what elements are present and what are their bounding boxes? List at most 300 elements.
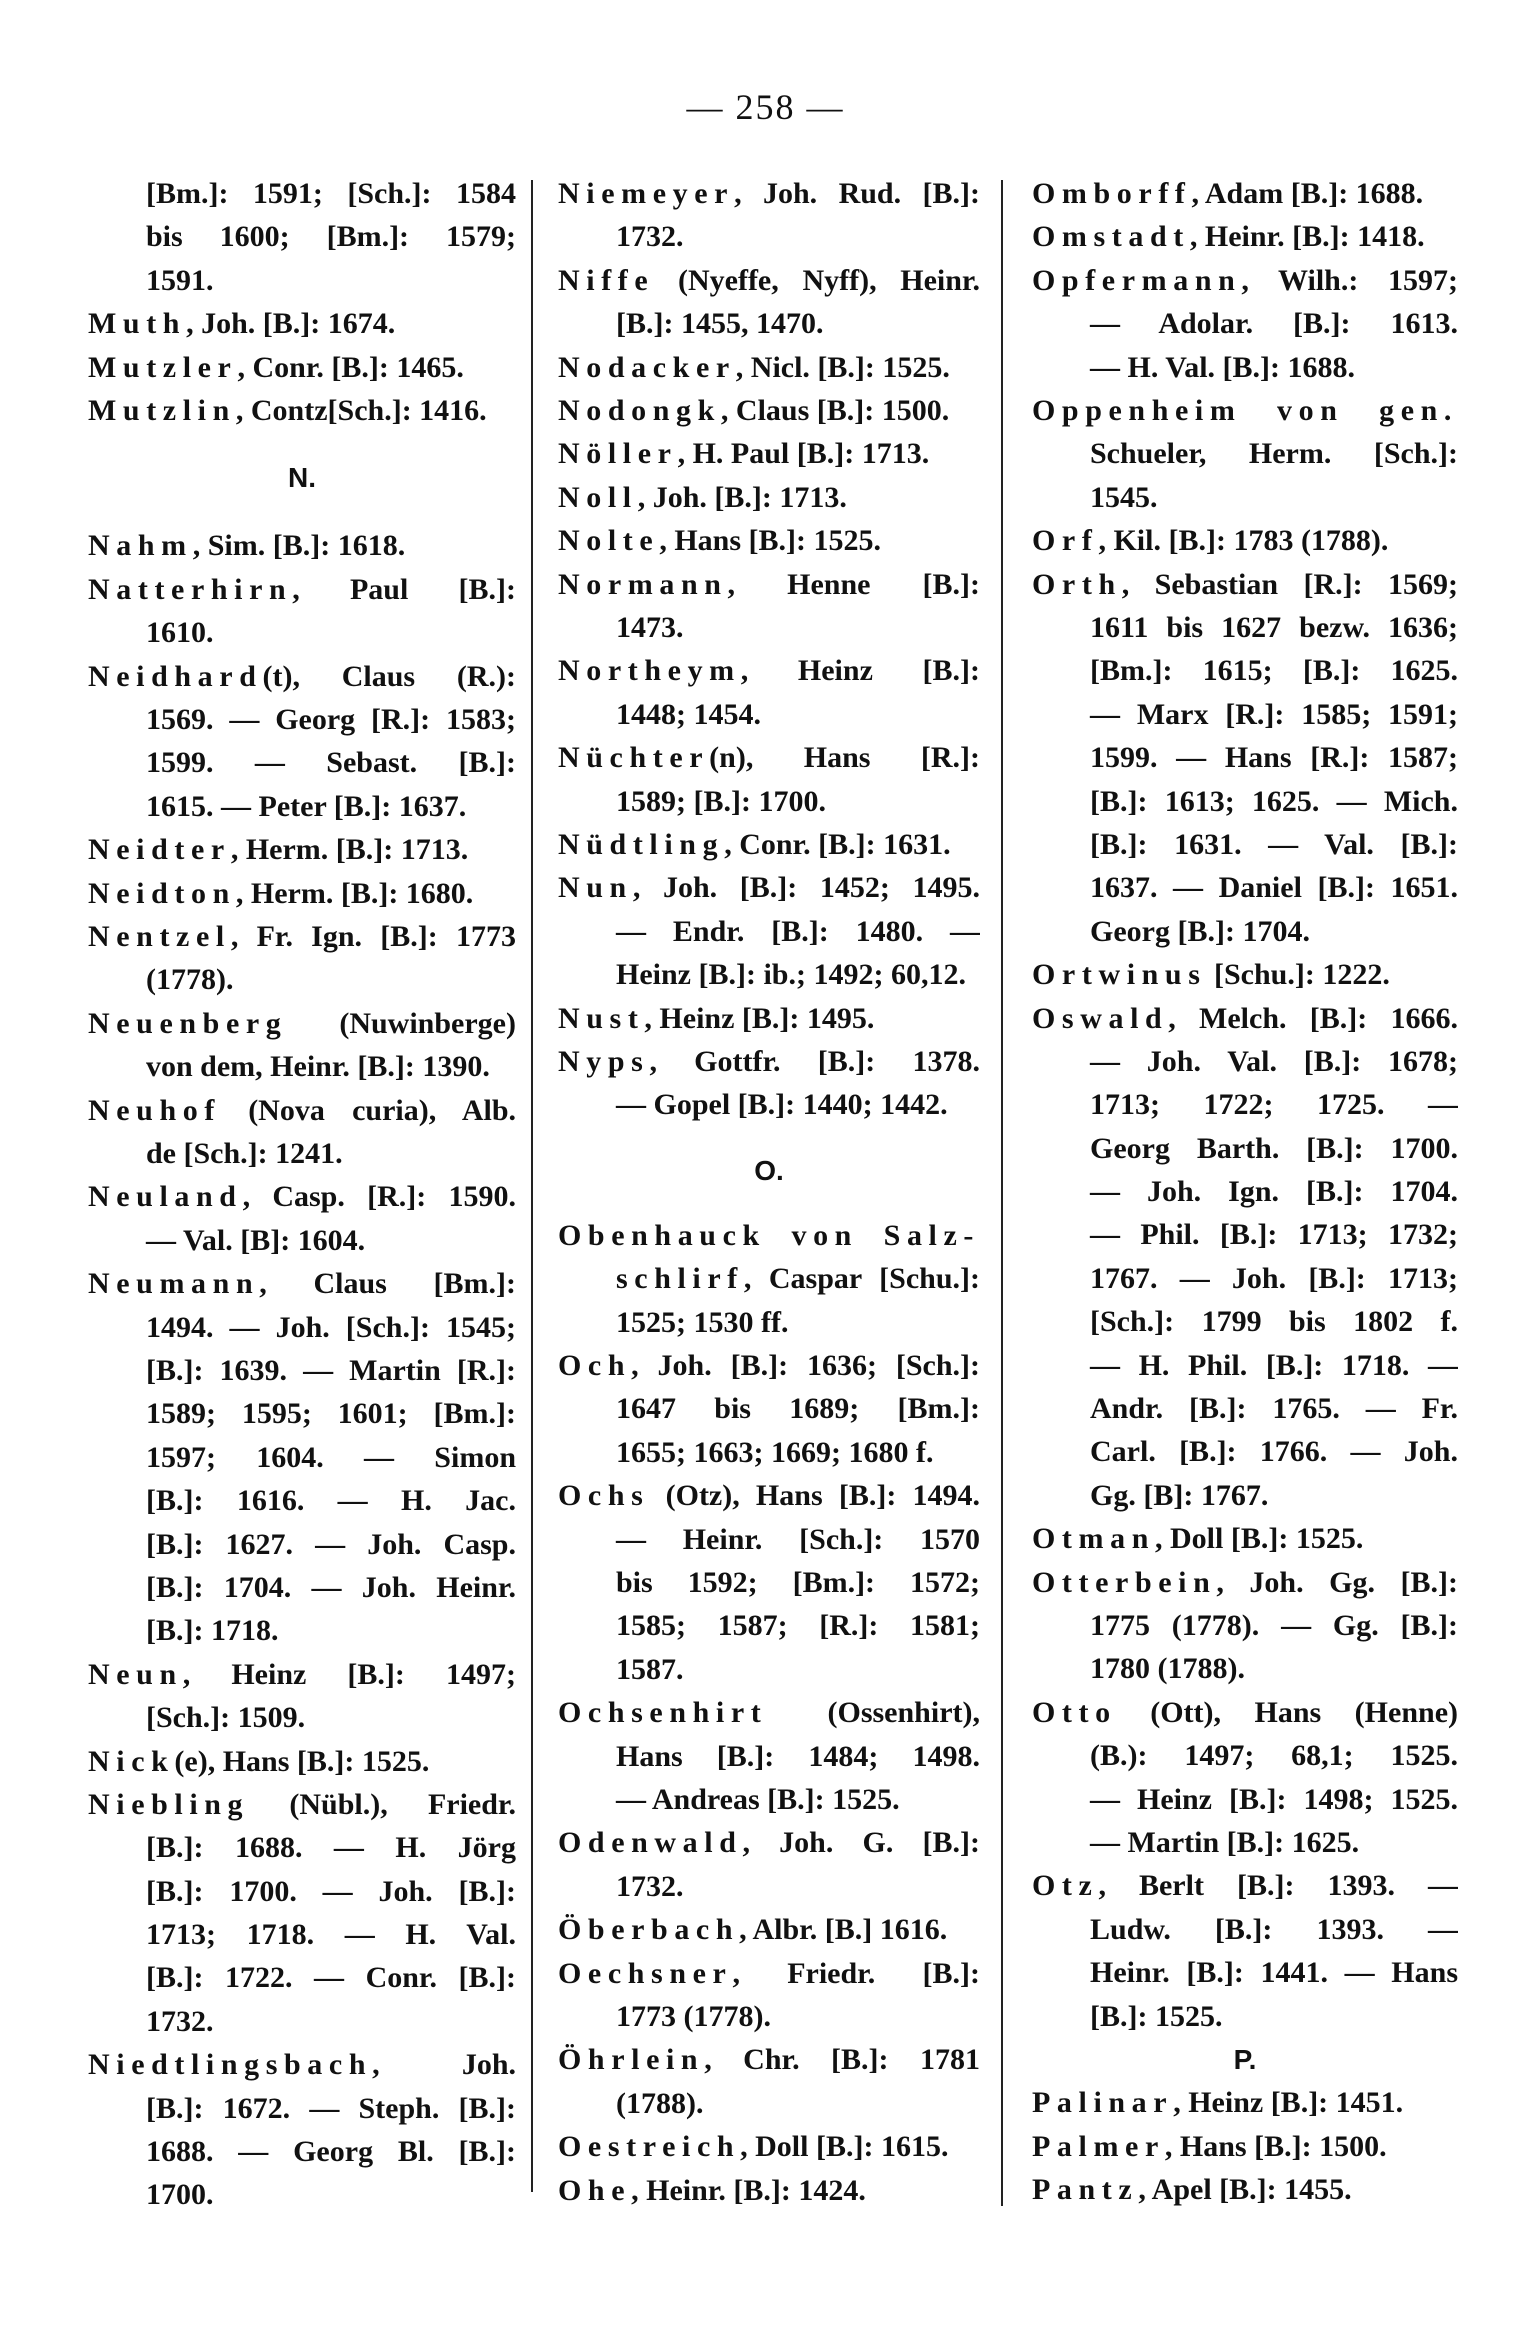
entry-surname: Otman	[1032, 1522, 1155, 1556]
entry-surname: Neuhof	[88, 1093, 221, 1127]
column-right	[1032, 172, 1458, 2212]
index-entry	[1032, 953, 1458, 996]
index-entry-continuation	[88, 741, 516, 784]
entry-text: 1732.	[616, 1869, 684, 1903]
entry-surname: Niedtlingsbach	[88, 2048, 373, 2082]
entry-surname: Nahm	[88, 529, 193, 563]
entry-text: , Berlt [B.]: 1393. —	[1098, 1869, 1458, 1903]
index-entry-continuation	[1032, 823, 1458, 866]
entry-text: 1767. — Joh. [B.]: 1713;	[1090, 1261, 1458, 1295]
entry-text: Hans [B.]: 1484; 1498.	[616, 1739, 980, 1773]
index-entry	[558, 563, 980, 606]
index-entry	[558, 1952, 980, 1995]
index-entry	[88, 872, 516, 915]
index-entry	[558, 997, 980, 1040]
index-entry-continuation	[1032, 1474, 1458, 1517]
entry-text: , Heinr. [B.]: 1418.	[1189, 220, 1425, 254]
index-entry	[88, 568, 516, 611]
entry-text: , Fr. Ign. [B.]: 1773	[230, 920, 516, 953]
entry-surname: Omstadt	[1032, 220, 1190, 254]
entry-text: , Hans [B.]: 1525.	[659, 524, 881, 558]
entry-text: 1732.	[616, 220, 684, 254]
entry-text: , Caspar [Schu.]:	[743, 1262, 980, 1296]
index-entry	[1032, 2081, 1458, 2124]
entry-text: Georg [B.]: 1704.	[1090, 914, 1310, 948]
index-entry	[558, 1040, 980, 1083]
entry-text: (n), Hans [R.]:	[709, 741, 980, 775]
entry-surname: Palmer	[1032, 2129, 1165, 2163]
index-entry-continuation	[558, 1257, 980, 1300]
index-entry-continuation	[1032, 1647, 1458, 1690]
entry-text: — Phil. [B.]: 1713; 1732;	[1090, 1218, 1458, 1252]
index-entry	[1032, 2168, 1458, 2211]
entry-surname: Normann	[558, 567, 728, 601]
index-entry-continuation	[1032, 736, 1458, 779]
index-entry	[558, 476, 980, 519]
entry-text: (Ott), Hans (Henne)	[1116, 1695, 1458, 1729]
index-entry	[558, 2038, 980, 2081]
index-entry-continuation	[88, 2000, 516, 2043]
entry-text: (Otz), Hans [B.]: 1494.	[649, 1479, 980, 1513]
index-entry-continuation	[1032, 1734, 1458, 1777]
entry-text: Ludw. [B.]: 1393. —	[1090, 1912, 1458, 1946]
index-entry-continuation	[1032, 1213, 1458, 1256]
index-entry	[88, 655, 516, 698]
entry-text: 1599. — Sebast. [B.]:	[146, 746, 516, 780]
index-entry-continuation	[558, 302, 980, 345]
entry-surname: Nick	[88, 1744, 175, 1778]
entry-text: (Ossenhirt),	[767, 1696, 980, 1730]
index-entry	[88, 1783, 516, 1826]
entry-surname: Obenhauck von Salz-	[558, 1218, 980, 1252]
entry-text: (e), Hans [B.]: 1525.	[174, 1744, 430, 1778]
index-entry-continuation	[558, 606, 980, 649]
entry-surname: Muth	[88, 307, 187, 341]
entry-text: , Wilh.: 1597;	[1241, 263, 1458, 297]
index-entry-continuation	[1032, 1951, 1458, 1994]
index-entry-continuation	[1032, 693, 1458, 736]
entry-text: , Hans [B.]: 1500.	[1164, 2129, 1387, 2163]
index-entry	[558, 1344, 980, 1387]
index-entry-continuation	[1032, 1300, 1458, 1343]
entry-text: [B.]: 1722. — Conr. [B.]:	[146, 1961, 516, 1995]
entry-text: 1591.	[146, 263, 214, 297]
entry-surname: Ochs	[558, 1479, 650, 1513]
index-entry-continuation	[558, 1865, 980, 1908]
entry-text: , Sebastian [R.]: 1569;	[1121, 567, 1458, 601]
entry-surname: Nodacker	[558, 350, 736, 384]
entry-surname: Odenwald	[558, 1826, 743, 1860]
index-entry-continuation	[88, 698, 516, 741]
entry-text: 1610.	[146, 616, 214, 650]
entry-text: , Doll [B.]: 1525.	[1155, 1522, 1364, 1556]
entry-text: Andr. [B.]: 1765. — Fr.	[1090, 1392, 1458, 1426]
entry-surname: Nodongk	[558, 394, 721, 427]
entry-surname: Öhrlein	[558, 2043, 705, 2077]
index-entry-continuation	[1032, 1604, 1458, 1647]
index-entry-continuation	[1032, 1430, 1458, 1473]
entry-text: (1778).	[146, 963, 234, 997]
entry-text: , Heinz [B.]: 1451.	[1173, 2086, 1404, 2120]
entry-surname: Nyps	[558, 1045, 650, 1079]
entry-surname: Nüdtling	[558, 828, 725, 862]
index-entry	[88, 828, 516, 871]
entry-text: , H. Paul [B.]: 1713.	[677, 437, 930, 471]
entry-text: , Nicl. [B.]: 1525.	[735, 350, 950, 384]
index-entry-continuation	[1032, 1821, 1458, 1864]
section-heading: N.	[288, 462, 316, 494]
index-entry	[558, 1821, 980, 1864]
entry-text: [B.]: 1704. — Joh. Heinr.	[146, 1570, 516, 1604]
index-entry	[88, 1653, 516, 1696]
entry-text: , Heinz [B.]:	[740, 654, 980, 688]
entry-text: [B.]: 1525.	[1090, 1999, 1223, 2033]
entry-text: Georg Barth. [B.]: 1700.	[1090, 1131, 1458, 1165]
index-entry-continuation	[1032, 910, 1458, 953]
index-entry	[558, 432, 980, 475]
index-entry-continuation	[558, 1604, 980, 1647]
entry-text: 1732.	[146, 2004, 214, 2038]
entry-text: , Joh. Gg. [B.]:	[1216, 1565, 1458, 1599]
index-entry-continuation	[1032, 1995, 1458, 2038]
index-entry-continuation	[88, 1479, 516, 1522]
index-entry-continuation	[88, 1523, 516, 1566]
entry-text: [Bm.]: 1591; [Sch.]: 1584	[146, 177, 516, 210]
entry-text: — Val. [B]: 1604.	[146, 1223, 366, 1257]
index-entry-continuation	[88, 215, 516, 258]
index-entry-continuation	[88, 785, 516, 828]
entry-surname: Palinar	[1032, 2086, 1174, 2120]
entry-text: [Sch.]: 1799 bis 1802 f.	[1090, 1305, 1458, 1339]
index-entry-continuation	[1032, 1257, 1458, 1300]
entry-text: , Albr. [B.] 1616.	[739, 1913, 948, 1947]
entry-text: 1713; 1718. — H. Val.	[146, 1918, 516, 1952]
column-divider-left	[531, 180, 533, 2192]
entry-text: , Casp. [R.]: 1590.	[242, 1180, 516, 1214]
index-entry	[558, 2169, 980, 2212]
entry-text: Gg. [B]: 1767.	[1090, 1478, 1269, 1512]
entry-text: — Gopel [B.]: 1440; 1442.	[616, 1088, 948, 1122]
entry-text: [B.]: 1613; 1625. — Mich.	[1090, 784, 1458, 818]
index-entry	[88, 1002, 516, 1045]
index-entry-continuation	[88, 1870, 516, 1913]
index-entry-continuation	[88, 259, 516, 302]
entry-surname: Nentzel	[88, 920, 231, 953]
entry-text: , Claus [B.]: 1500.	[720, 394, 950, 427]
entry-surname: Ortwinus	[1032, 958, 1207, 992]
entry-surname: Noll	[558, 480, 638, 514]
index-entry-continuation	[558, 1648, 980, 1691]
entry-text: , Joh. Rud. [B.]:	[734, 177, 980, 210]
entry-text: Heinr. [B.]: 1441. — Hans	[1090, 1956, 1458, 1990]
entry-text: , Joh. G. [B.]:	[742, 1826, 980, 1860]
index-entry-continuation	[88, 1956, 516, 1999]
index-entry-continuation	[558, 1301, 980, 1344]
index-entry-continuation	[558, 910, 980, 953]
entry-text: Carl. [B.]: 1766. — Joh.	[1090, 1435, 1458, 1469]
index-entry-continuation	[1032, 1127, 1458, 1170]
index-entry-continuation	[88, 611, 516, 654]
index-entry-continuation	[1032, 1778, 1458, 1821]
entry-text: (B.): 1497; 68,1; 1525.	[1090, 1739, 1458, 1773]
entry-text: von dem, Heinr. [B.]: 1390.	[146, 1050, 490, 1084]
entry-text: 1545.	[1090, 480, 1158, 514]
entry-text: [B.]: 1455, 1470.	[616, 307, 824, 341]
entry-text: , Kil. [B.]: 1783 (1788).	[1098, 524, 1389, 558]
index-entry-continuation	[1032, 1387, 1458, 1430]
entry-text: 1647 bis 1689; [Bm.]:	[616, 1392, 980, 1426]
index-entry-continuation	[558, 1387, 980, 1430]
entry-surname: Niebling	[88, 1787, 250, 1821]
index-entry-continuation	[88, 2173, 516, 2216]
index-entry-continuation	[88, 1826, 516, 1869]
entry-text: [B.]: 1627. — Joh. Casp.	[146, 1527, 516, 1561]
index-entry	[1032, 563, 1458, 606]
entry-text: , Heinz [B.]: 1497;	[182, 1657, 516, 1691]
index-entry-continuation	[88, 1349, 516, 1392]
entry-surname: Oechsner	[558, 1956, 733, 1990]
index-entry-continuation	[558, 1083, 980, 1126]
index-entry	[558, 866, 980, 909]
entry-text: , Conr. [B.]: 1631.	[724, 828, 951, 862]
entry-text: , Conr. [B.]: 1465.	[237, 350, 464, 384]
index-entry	[88, 524, 516, 567]
entry-surname: Neidter	[88, 833, 231, 867]
entry-text: , Herm. [B.]: 1713.	[230, 833, 469, 867]
section-heading: P.	[1233, 2043, 1257, 2075]
entry-surname: Otz	[1032, 1869, 1099, 1903]
index-entry	[558, 1691, 980, 1734]
index-entry	[88, 302, 516, 345]
entry-text: , Adam [B.]: 1688.	[1191, 177, 1424, 210]
entry-text: — H. Phil. [B.]: 1718. —	[1090, 1348, 1458, 1382]
entry-text: , Heinr. [B.]: 1424.	[631, 2173, 866, 2207]
column-middle	[558, 172, 980, 2212]
entry-surname: Northeym	[558, 654, 741, 688]
entry-text: , Chr. [B.]: 1781	[704, 2043, 980, 2077]
entry-text: 1688. — Georg Bl. [B.]:	[146, 2135, 516, 2169]
index-entry-continuation	[88, 1609, 516, 1652]
entry-text: , Joh. [B.]: 1636; [Sch.]:	[631, 1349, 980, 1382]
entry-surname: Neuland	[88, 1180, 243, 1214]
index-entry	[1032, 1864, 1458, 1907]
index-entry-continuation	[558, 693, 980, 736]
entry-text: , Melch. [B.]: 1666.	[1168, 1001, 1458, 1035]
entry-surname: Neidhard	[88, 659, 263, 693]
index-entry	[1032, 997, 1458, 1040]
index-entry-continuation	[558, 2082, 980, 2125]
index-entry-continuation	[558, 1995, 980, 2038]
entry-text: — Joh. Ign. [B.]: 1704.	[1090, 1175, 1458, 1209]
index-entry	[88, 346, 516, 389]
entry-surname: Natterhirn	[88, 572, 293, 606]
index-entry-continuation	[88, 172, 516, 215]
entry-surname: Oswald	[1032, 1001, 1169, 1035]
index-entry-continuation	[88, 1696, 516, 1739]
entry-text: — Endr. [B.]: 1480. —	[616, 914, 980, 948]
index-entry-continuation	[558, 1431, 980, 1474]
entry-text: (t), Claus (R.):	[262, 659, 516, 693]
index-entry-continuation	[1032, 1344, 1458, 1387]
index-entry	[1032, 1691, 1458, 1734]
entry-text: , Sim. [B.]: 1618.	[192, 529, 406, 563]
index-entry	[88, 1175, 516, 1218]
entry-surname: Nust	[558, 1001, 645, 1035]
entry-text: 1589; 1595; 1601; [Bm.]:	[146, 1397, 516, 1431]
entry-text: , Claus [Bm.]:	[259, 1267, 516, 1301]
index-entry-continuation	[88, 2087, 516, 2130]
entry-text: , Gottfr. [B.]: 1378.	[649, 1045, 980, 1079]
entry-surname: Ochsenhirt	[558, 1696, 768, 1730]
entry-text: 1569. — Georg [R.]: 1583;	[146, 703, 516, 736]
entry-text: , Joh.	[372, 2048, 516, 2082]
index-entry	[558, 2125, 980, 2168]
entry-surname: schlirf	[616, 1262, 744, 1296]
entry-surname: Otto	[1032, 1695, 1117, 1729]
entry-surname: Omborff	[1032, 177, 1192, 210]
entry-text: , Henne [B.]:	[727, 567, 980, 601]
index-entry-continuation	[558, 1518, 980, 1561]
entry-surname: Orf	[1032, 524, 1099, 558]
entry-surname: Otterbein	[1032, 1565, 1217, 1599]
index-entry	[558, 172, 980, 215]
entry-surname: Mutzler	[88, 350, 238, 384]
section-heading: O.	[754, 1154, 784, 1186]
entry-text: , Apel [B.]: 1455.	[1138, 2173, 1352, 2207]
index-entry	[558, 1908, 980, 1951]
index-entry-continuation	[88, 2130, 516, 2173]
entry-surname: Neumann	[88, 1267, 260, 1301]
entry-text: , Heinz [B.]: 1495.	[644, 1001, 875, 1035]
entry-text: , Joh. [B.]: 1452; 1495.	[632, 871, 980, 905]
entry-surname: Neidton	[88, 876, 236, 910]
index-entry-continuation	[1032, 346, 1458, 389]
entry-text: — Joh. Val. [B.]: 1678;	[1090, 1044, 1458, 1078]
entry-text: , Contz[Sch.]: 1416.	[235, 394, 487, 427]
index-entry-continuation	[88, 958, 516, 1001]
index-entry-continuation	[88, 1132, 516, 1175]
entry-text: — Heinr. [Sch.]: 1570	[616, 1522, 980, 1556]
index-entry-continuation	[558, 1778, 980, 1821]
index-entry	[558, 389, 980, 432]
entry-text: Heinz [B.]: ib.; 1492; 60,12.	[616, 958, 966, 992]
index-entry	[1032, 215, 1458, 258]
index-entry	[88, 915, 516, 958]
entry-text: [B.]: 1639. — Martin [R.]:	[146, 1353, 516, 1387]
entry-text: — Marx [R.]: 1585; 1591;	[1090, 697, 1458, 731]
entry-text: [Sch.]: 1509.	[146, 1701, 306, 1735]
entry-text: [Schu.]: 1222.	[1206, 958, 1390, 992]
index-entry-continuation	[88, 1913, 516, 1956]
index-entry	[88, 1740, 516, 1783]
entry-text: 1599. — Hans [R.]: 1587;	[1090, 741, 1458, 775]
entry-text: [B.]: 1700. — Joh. [B.]:	[146, 1874, 516, 1908]
entry-text: 1775 (1778). — Gg. [B.]:	[1090, 1609, 1458, 1643]
entry-text: bis 1600; [Bm.]: 1579;	[146, 220, 516, 254]
entry-text: 1589; [B.]: 1700.	[616, 784, 826, 818]
entry-text: 1611 bis 1627 bezw. 1636;	[1090, 610, 1458, 644]
index-entry	[558, 1474, 980, 1517]
index-entry-continuation	[88, 1045, 516, 1088]
index-entry-continuation	[558, 780, 980, 823]
entry-surname: Nüchter	[558, 741, 710, 775]
entry-text: 1780 (1788).	[1090, 1652, 1245, 1686]
index-entry-continuation	[558, 1735, 980, 1778]
index-entry	[88, 2043, 516, 2086]
index-entry	[558, 346, 980, 389]
entry-text: 1700.	[146, 2178, 214, 2212]
entry-text: — Martin [B.]: 1625.	[1090, 1826, 1360, 1859]
entry-text: [B.]: 1688. — H. Jörg	[146, 1831, 516, 1865]
index-entry-continuation	[88, 1306, 516, 1349]
entry-text: , Doll [B.]: 1615.	[740, 2130, 949, 2164]
index-entry	[558, 649, 980, 692]
entry-text: de [Sch.]: 1241.	[146, 1136, 343, 1170]
entry-surname: Nolte	[558, 524, 660, 558]
entry-text: , Paul [B.]:	[292, 572, 516, 606]
entry-text: 1597; 1604. — Simon	[146, 1440, 516, 1474]
index-entry-continuation	[1032, 606, 1458, 649]
index-entry	[1032, 1517, 1458, 1560]
entry-text: — Heinz [B.]: 1498; 1525.	[1090, 1782, 1458, 1816]
entry-text: [B.]: 1672. — Steph. [B.]:	[146, 2091, 516, 2125]
entry-surname: Nöller	[558, 437, 678, 471]
index-entry	[558, 1214, 980, 1257]
entry-text: — Adolar. [B.]: 1613.	[1090, 307, 1458, 341]
index-entry-continuation	[1032, 1908, 1458, 1951]
entry-text: 1448; 1454.	[616, 697, 761, 731]
entry-surname: Niemeyer	[558, 177, 735, 210]
entry-text: , Joh. [B.]: 1674.	[186, 307, 396, 341]
entry-text: (Nova curia), Alb.	[220, 1093, 516, 1127]
index-entry	[1032, 259, 1458, 302]
index-entry-continuation	[1032, 1083, 1458, 1126]
index-entry	[1032, 1561, 1458, 1604]
index-entry-continuation	[558, 215, 980, 258]
entry-text: [B.]: 1616. — H. Jac.	[146, 1484, 516, 1518]
index-entry-continuation	[88, 1566, 516, 1609]
index-entry	[88, 1089, 516, 1132]
entry-text: bis 1592; [Bm.]: 1572;	[616, 1565, 980, 1599]
entry-text: (Nuwinberge)	[287, 1006, 516, 1040]
index-entry	[1032, 172, 1458, 215]
index-entry-continuation	[1032, 1040, 1458, 1083]
index-entry	[1032, 389, 1458, 432]
index-entry	[558, 736, 980, 779]
entry-text: (Nyeffe, Nyff), Heinr.	[654, 263, 980, 297]
entry-surname: Niffe	[558, 263, 655, 297]
index-entry-continuation	[1032, 866, 1458, 909]
index-entry	[558, 259, 980, 302]
entry-text: Schueler, Herm. [Sch.]:	[1090, 437, 1458, 471]
entry-surname: Orth	[1032, 567, 1122, 601]
index-entry-continuation	[88, 1436, 516, 1479]
index-entry-continuation	[1032, 432, 1458, 475]
column-divider-right	[1001, 180, 1003, 2206]
index-entry	[88, 389, 516, 432]
entry-text: 1637. — Daniel [B.]: 1651.	[1090, 871, 1458, 905]
entry-surname: Opfermann	[1032, 263, 1242, 297]
index-entry-continuation	[558, 1561, 980, 1604]
entry-text: 1585; 1587; [R.]: 1581;	[616, 1609, 980, 1643]
entry-text: [B.]: 1718.	[146, 1614, 279, 1648]
index-entry-continuation	[558, 953, 980, 996]
index-entry	[1032, 519, 1458, 562]
entry-text: (Nübl.), Friedr.	[249, 1787, 516, 1821]
index-entry	[1032, 2125, 1458, 2168]
entry-text: 1473.	[616, 611, 684, 645]
entry-text: 1615. — Peter [B.]: 1637.	[146, 789, 467, 823]
